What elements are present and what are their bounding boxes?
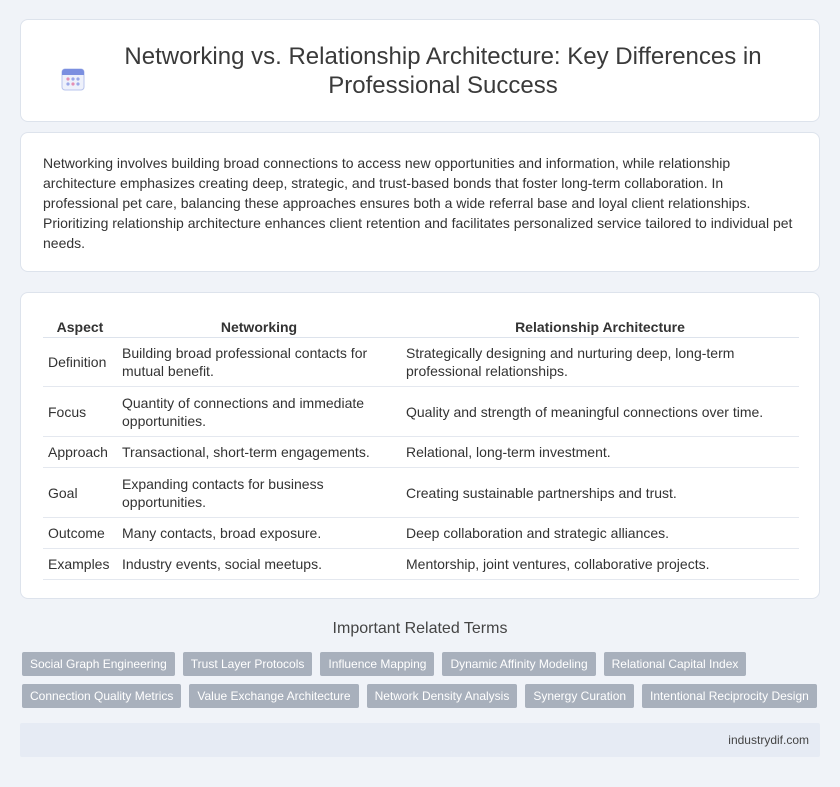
relationship-cell: Deep collaboration and strategic alliances. bbox=[401, 518, 799, 549]
footer bbox=[20, 723, 820, 757]
networking-cell: Transactional, short-term engagements. bbox=[117, 437, 401, 468]
networking-cell: Building broad professional contacts for mutual benefit. bbox=[117, 338, 401, 387]
tag[interactable]: Influence Mapping bbox=[320, 652, 434, 676]
page-title: Networking vs. Relationship Architecture: Key Differences in Professional Success bbox=[124, 42, 762, 99]
title-wrap bbox=[60, 42, 780, 100]
networking-cell: Industry events, social meetups. bbox=[117, 549, 401, 580]
header-networking: Networking bbox=[117, 315, 401, 338]
relationship-cell: Creating sustainable partnerships and trust. bbox=[401, 468, 799, 518]
table-row bbox=[43, 338, 799, 387]
relationship-cell: Strategically designing and nurturing deep, long-term professional relationships. bbox=[401, 338, 799, 387]
aspect-cell: Goal bbox=[43, 468, 117, 518]
relationship-cell: Relational, long-term investment. bbox=[401, 437, 799, 468]
relationship-cell: Quality and strength of meaningful connections over time. bbox=[401, 387, 799, 437]
aspect-cell: Outcome bbox=[43, 518, 117, 549]
footer-site[interactable]: industrydif.com bbox=[728, 733, 809, 747]
tag[interactable]: Value Exchange Architecture bbox=[189, 684, 358, 708]
table-row bbox=[43, 549, 799, 580]
tag[interactable]: Synergy Curation bbox=[525, 684, 634, 708]
tag[interactable]: Social Graph Engineering bbox=[22, 652, 175, 676]
comparison-table bbox=[43, 315, 799, 580]
table-row bbox=[43, 387, 799, 437]
aspect-cell: Examples bbox=[43, 549, 117, 580]
related-terms-title: Important Related Terms bbox=[332, 620, 508, 637]
header-card bbox=[20, 19, 820, 122]
comparison-card bbox=[20, 292, 820, 599]
networking-cell: Many contacts, broad exposure. bbox=[117, 518, 401, 549]
intro-paragraph: Networking involves building broad connections to access new opportunities and information, while relationship architecture emphasizes creating deep, strategic, and trust-based bonds that foster long-term collaboration. In professional pet care, balancing these approaches ensures both a wide referral base and loyal client relationships. Prioritizing relationship architecture enhances client retention and facilitates personalized service tailored to individual pet needs. bbox=[43, 155, 793, 251]
tag[interactable]: Relational Capital Index bbox=[604, 652, 747, 676]
aspect-cell: Focus bbox=[43, 387, 117, 437]
calendar-icon bbox=[60, 66, 86, 92]
table-header-row bbox=[43, 315, 799, 338]
header-aspect: Aspect bbox=[43, 315, 117, 338]
table-row bbox=[43, 518, 799, 549]
networking-cell: Quantity of connections and immediate opportunities. bbox=[117, 387, 401, 437]
tag-row bbox=[22, 652, 812, 676]
aspect-cell: Approach bbox=[43, 437, 117, 468]
tag[interactable]: Intentional Reciprocity Design bbox=[642, 684, 817, 708]
table-row bbox=[43, 468, 799, 518]
table-row bbox=[43, 437, 799, 468]
tag-row bbox=[22, 684, 812, 708]
tag[interactable]: Connection Quality Metrics bbox=[22, 684, 181, 708]
related-terms bbox=[22, 652, 812, 716]
header-relationship-architecture: Relationship Architecture bbox=[401, 315, 799, 338]
networking-cell: Expanding contacts for business opportunities. bbox=[117, 468, 401, 518]
relationship-cell: Mentorship, joint ventures, collaborative projects. bbox=[401, 549, 799, 580]
intro-card bbox=[20, 132, 820, 272]
tag[interactable]: Network Density Analysis bbox=[367, 684, 518, 708]
tag[interactable]: Dynamic Affinity Modeling bbox=[442, 652, 595, 676]
tag[interactable]: Trust Layer Protocols bbox=[183, 652, 313, 676]
aspect-cell: Definition bbox=[43, 338, 117, 387]
